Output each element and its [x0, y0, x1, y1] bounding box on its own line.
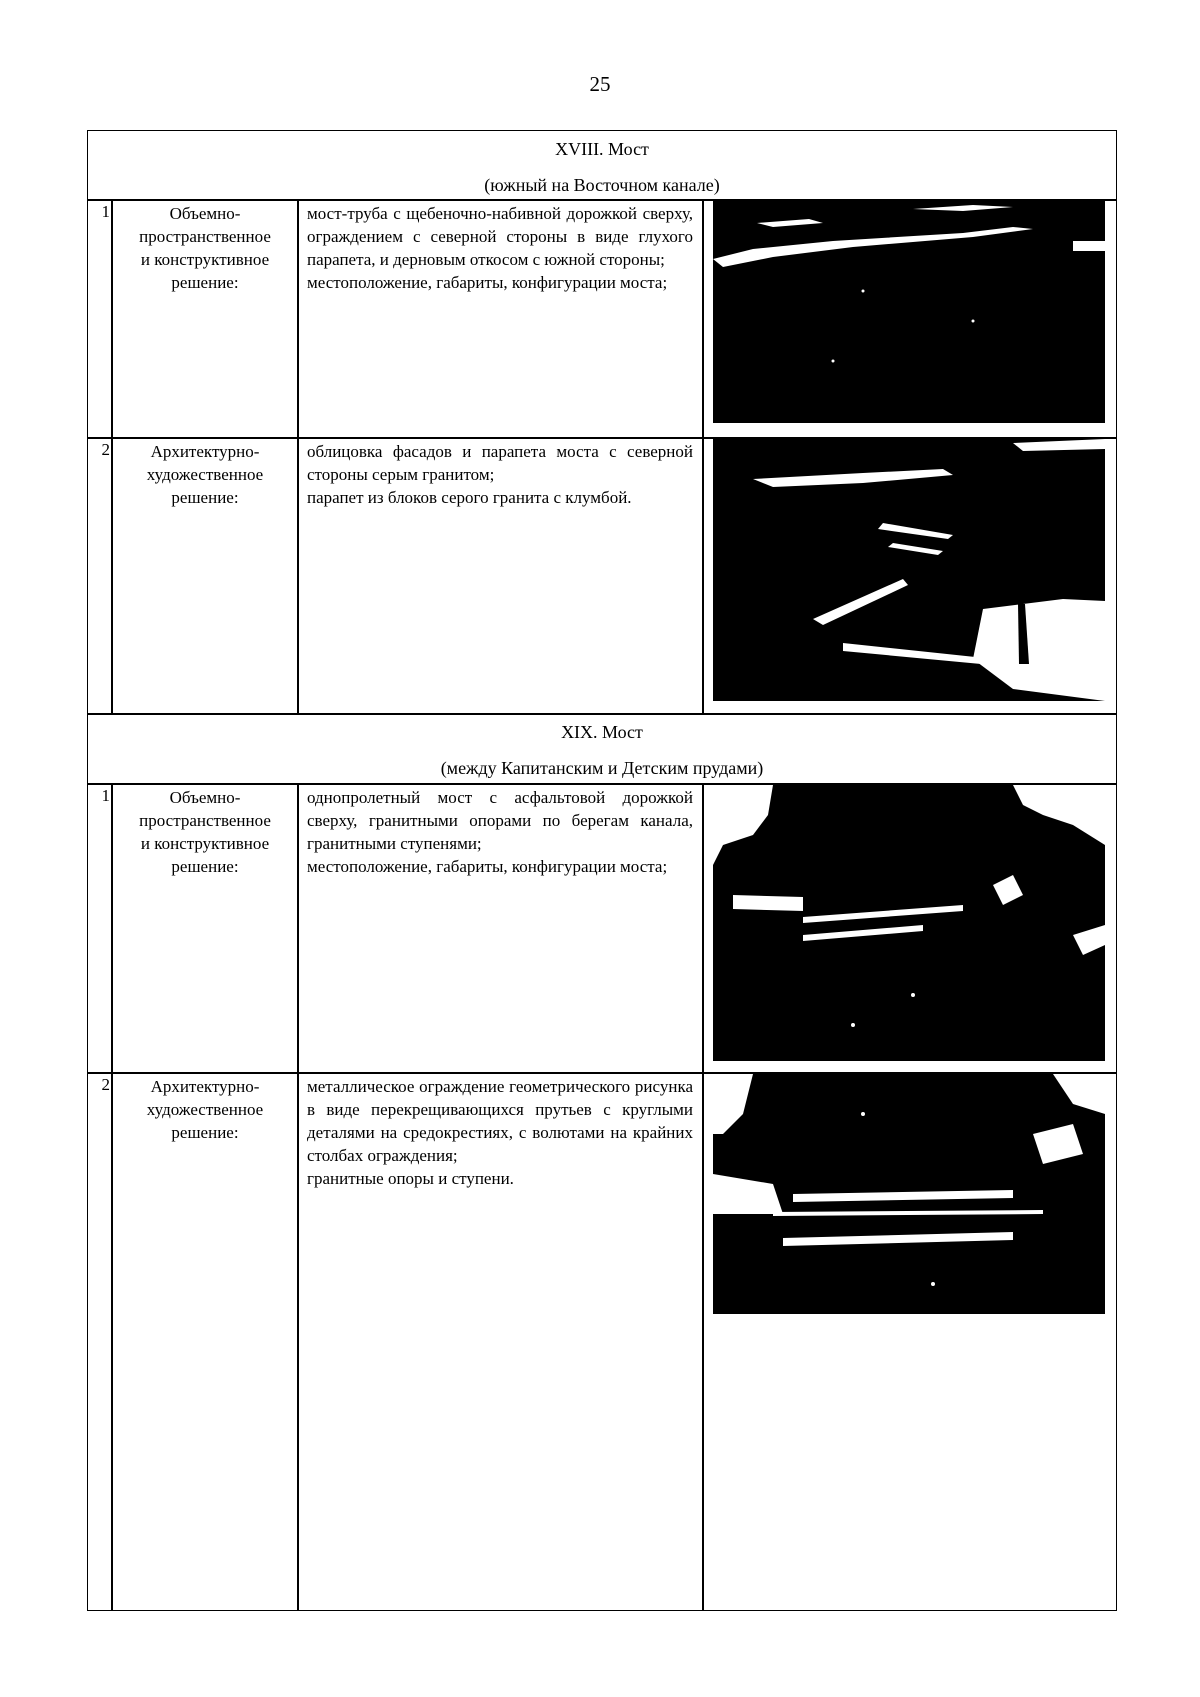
- section-1-header: [87, 131, 1117, 203]
- bridge-photo: [713, 785, 1105, 1061]
- row-number: 1: [101, 202, 110, 221]
- row-description: облицовка фасадов и парапета моста с северной стороны серым гранитом; парапет из блоков серого гранита с клумбой.: [307, 442, 693, 507]
- section-title: XVIII. Мост: [555, 139, 649, 159]
- bridge-photo: [713, 439, 1105, 701]
- row-description: мост-труба с щебеночно-набивной дорожкой сверху, ограждением с северной стороны в виде глухого парапета, и дерновым откосом с южной стороны; местоположение, габариты, конфигурации моста;: [307, 204, 693, 292]
- column-divider: [297, 199, 299, 713]
- page-number: 25: [589, 72, 611, 96]
- section-subtitle: (южный на Восточном канале): [484, 175, 720, 195]
- row-label: Архитектурно- художественное решение:: [146, 1077, 264, 1142]
- row-number: 2: [101, 440, 110, 459]
- row-number: 1: [101, 786, 110, 805]
- section-subtitle: (между Капитанским и Детским прудами): [440, 758, 764, 778]
- section-2-header: [87, 714, 1117, 786]
- column-divider: [111, 199, 113, 713]
- row-label: Архитектурно- художественное решение:: [146, 442, 264, 507]
- column-divider: [111, 783, 113, 1610]
- row-description: металлическое ограждение геометрического рисунка в виде перекрещивающихся прутьев с круглыми деталями на средокрестиях, с волютами на крайних столбах ограждения; гранитные опоры и ступени.: [307, 1077, 693, 1188]
- row-number: 2: [101, 1075, 110, 1094]
- column-divider: [297, 783, 299, 1610]
- row-label: Объемно- пространственное и конструктивное решение:: [139, 204, 271, 292]
- row-description: однопролетный мост с асфальтовой дорожкой сверху, гранитными опорами по берегам канала, гранитными ступенями; местоположение, габариты, конфигурации моста;: [307, 788, 693, 876]
- section-title: XIX. Мост: [561, 722, 643, 742]
- column-divider: [702, 199, 704, 713]
- row-label: Объемно- пространственное и конструктивное решение:: [139, 788, 271, 876]
- bridge-photo: [713, 1074, 1105, 1314]
- bridge-photo: [713, 201, 1105, 423]
- column-divider: [702, 783, 704, 1610]
